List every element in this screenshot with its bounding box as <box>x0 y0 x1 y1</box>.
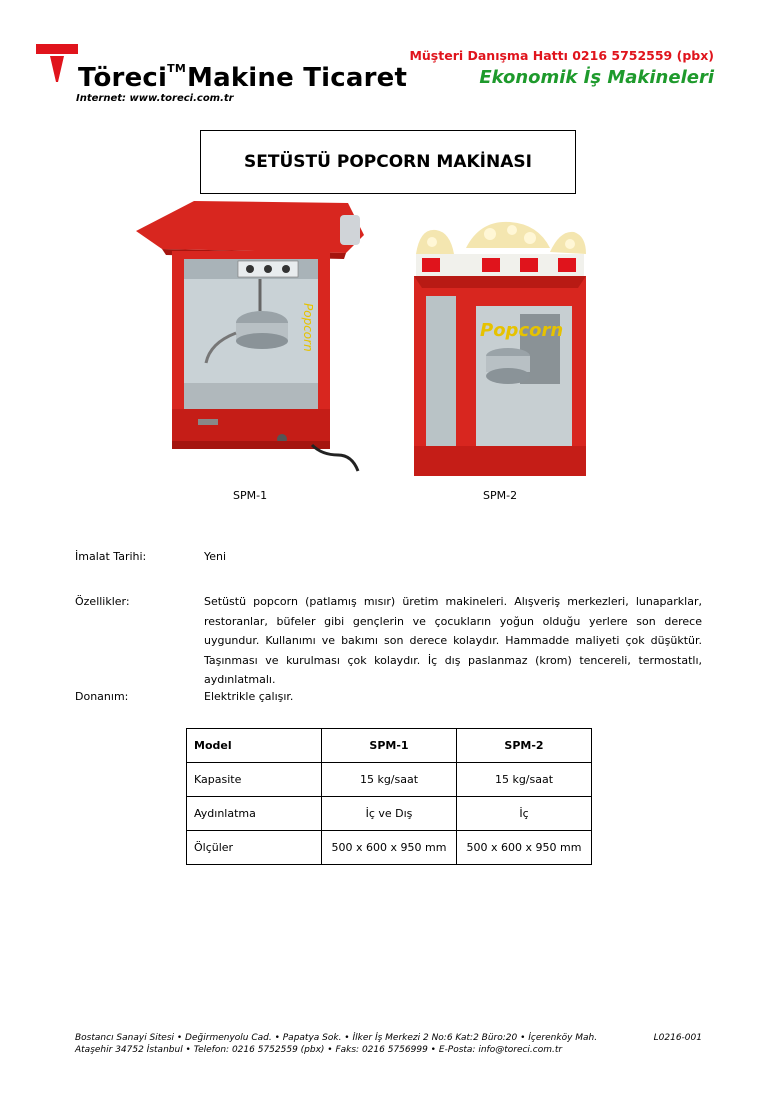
table-header-cell: SPM-2 <box>457 729 592 763</box>
table-cell: Ölçüler <box>187 831 322 865</box>
product-caption-spm2: SPM-2 <box>483 489 518 502</box>
table-header-row <box>187 729 592 763</box>
document-code: L0216-001 <box>653 1033 702 1043</box>
table-header-cell: Model <box>187 729 322 763</box>
table-row <box>187 831 592 865</box>
table-cell: 500 x 600 x 950 mm <box>322 831 457 865</box>
table-row <box>187 763 592 797</box>
svg-text:Popcorn: Popcorn <box>301 303 315 352</box>
page-title: SETÜSTÜ POPCORN MAKİNASI <box>200 130 576 194</box>
slogan: Ekonomik İş Makineleri <box>479 67 714 88</box>
brand-name: Töreci™Makine Ticaret <box>78 62 408 93</box>
table-cell: 15 kg/saat <box>457 763 592 797</box>
table-cell: 15 kg/saat <box>322 763 457 797</box>
footer-address-line2: Ataşehir 34752 İstanbul • Telefon: 0216 5752559 (pbx) • Faks: 0216 5756999 • E-Posta: info@toreci.com.tr <box>75 1045 563 1055</box>
date-value: Yeni <box>204 550 227 563</box>
table-header-cell: SPM-1 <box>322 729 457 763</box>
table-cell: İç ve Dış <box>322 797 457 831</box>
table-cell: 500 x 600 x 950 mm <box>457 831 592 865</box>
popcorn-panel-text: Popcorn <box>480 320 564 341</box>
table-cell: Kapasite <box>187 763 322 797</box>
website: Internet: www.toreci.com.tr <box>76 93 234 104</box>
popcorn-machine-spm1-image <box>132 193 364 478</box>
popcorn-machine-spm2-image <box>410 218 590 480</box>
company-logo-icon <box>36 44 78 82</box>
hotline: Müşteri Danışma Hattı 0216 5752559 (pbx) <box>409 48 714 63</box>
features-label: Özellikler: <box>75 595 130 608</box>
date-label: İmalat Tarihi: <box>75 550 147 563</box>
table-cell: Aydınlatma <box>187 797 322 831</box>
spec-table <box>186 728 592 865</box>
table-cell: İç <box>457 797 592 831</box>
equipment-value: Elektrikle çalışır. <box>204 690 294 703</box>
trademark-symbol: TM <box>167 62 186 75</box>
footer-address-line1: Bostancı Sanayi Sitesi • Değirmenyolu Cad. • Papatya Sok. • İlker İş Merkezi 2 No:6 Kat:2 Büro:20 • İçerenköy Mah. <box>75 1033 598 1043</box>
product-caption-spm1: SPM-1 <box>233 489 268 502</box>
table-row <box>187 797 592 831</box>
equipment-label: Donanım: <box>75 690 129 703</box>
features-description: Setüstü popcorn (patlamış mısır) üretim makineleri. Alışveriş merkezleri, lunaparklar, restoranlar, büfeler gibi gençlerin ve çocukların yoğun olduğu yerlere son derece uygundur. Kullanımı ve bakımı son derece kolaydır. Hammadde maliyeti çok düşüktür. Taşınması ve kurulması çok kolaydır. İç dış paslanmaz (krom) tencereli, termostatlı, aydınlatmalı. <box>204 595 702 686</box>
